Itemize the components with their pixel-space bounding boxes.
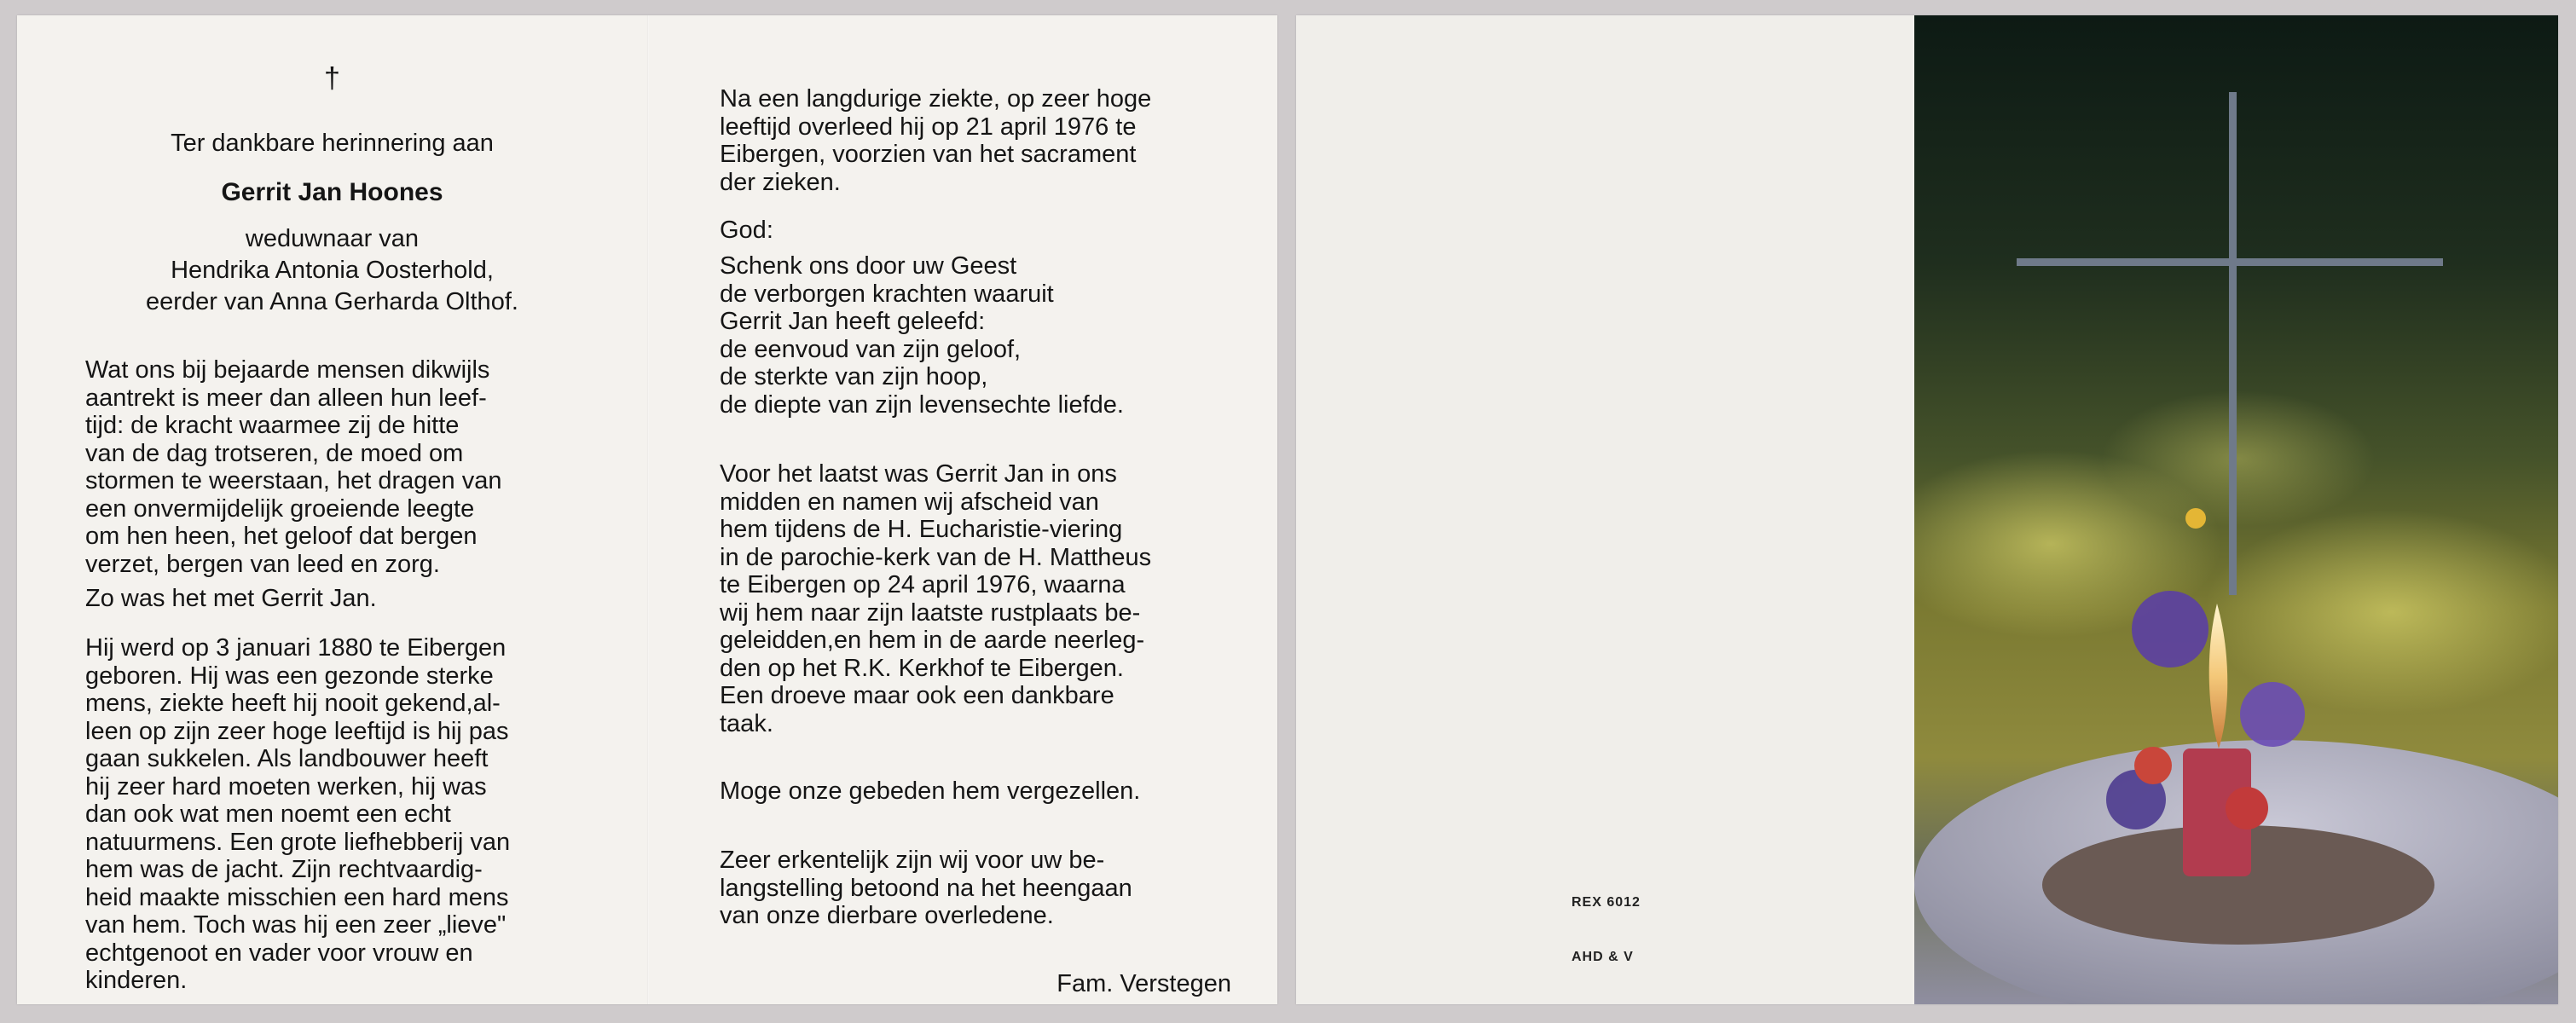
text-line: om hen heen, het geloof dat bergen <box>85 523 478 550</box>
paragraph-funeral <box>720 460 1231 737</box>
right-text-page <box>647 15 1277 1004</box>
spouse-name: Hendrika Antonia Oosterhold, <box>171 257 494 284</box>
text-line: dan ook wat men noemt een echt <box>85 800 451 828</box>
yellow-bud <box>2185 508 2206 529</box>
prayer-line: de diepte van zijn levensechte liefde. <box>720 390 1124 419</box>
text-line: tijd: de kracht waarmee zij de hitte <box>85 412 460 439</box>
cross-vertical-beam <box>2229 92 2237 595</box>
text-line: kinderen. <box>85 967 188 994</box>
text-line: Een droeve maar ook een dankbare <box>720 682 1114 709</box>
text-line: van de dag trotseren, de moed om <box>85 439 464 467</box>
text-line: Eibergen, voorzien van het sacrament <box>720 141 1137 168</box>
text-line: hem tijdens de H. Eucharistie-viering <box>720 516 1123 543</box>
text-line: hij zeer hard moeten werken, hij was <box>85 772 487 800</box>
text-line: wij hem naar zijn laatste rustplaats be- <box>720 598 1141 627</box>
back-panel <box>1296 15 1912 1004</box>
publisher-mark: AHD & V <box>1572 950 1634 964</box>
cover-photo <box>1914 15 2558 1004</box>
text-line: gaan sukkelen. Als landbouwer heeft <box>85 745 489 772</box>
text-line: aantrekt is meer dan alleen hun leef- <box>85 384 487 412</box>
text-line: in de parochie-kerk van de H. Mattheus <box>720 543 1152 571</box>
paragraph-death-notice <box>720 85 1231 196</box>
text-line: der zieken. <box>720 168 841 196</box>
prayer-line: Gerrit Jan heeft geleefd: <box>720 308 986 335</box>
text-line: heid maakte misschien een hard mens <box>85 883 509 911</box>
text-line: Voor het laatst was Gerrit Jan in ons <box>720 460 1117 488</box>
text-line: taak. <box>720 709 773 737</box>
text-line: Wat ons bij bejaarde mensen dikwijls <box>85 356 490 384</box>
cross-symbol: † <box>324 62 340 95</box>
text-line: geboren. Hij was een gezonde sterke <box>85 662 494 690</box>
outer-card-spread <box>1296 15 2558 1004</box>
prayer-address: God: <box>720 217 773 244</box>
text-line: echtgenoot en vader voor vrouw en <box>85 939 473 967</box>
text-line: Na een langdurige ziekte, op zeer hoge <box>720 85 1152 113</box>
text-line: Hij werd op 3 januari 1880 te Eibergen <box>85 634 507 662</box>
violet-flower <box>2240 682 2305 747</box>
text-line: leeftijd overleed hij op 21 april 1976 te <box>720 113 1137 141</box>
text-line: midden en namen wij afscheid van <box>720 488 1099 516</box>
left-text-page <box>17 15 647 1004</box>
paragraph-elderly <box>85 356 593 578</box>
violet-flower <box>2132 591 2208 668</box>
text-line: mens, ziekte heeft hij nooit gekend,al- <box>85 690 501 717</box>
blessing-line: Moge onze gebeden hem vergezellen. <box>720 777 1141 805</box>
text-line: van onze dierbare overledene. <box>720 902 1054 929</box>
text-line: natuurmens. Een grote liefhebberij van <box>85 828 511 856</box>
red-flower <box>2226 787 2268 829</box>
paragraph-biography <box>85 634 593 995</box>
inner-card-spread <box>17 15 1277 1004</box>
text-line: hem was de jacht. Zijn rechtvaardig- <box>85 856 483 883</box>
text-line: geleidden,en hem in de aarde neerleg- <box>720 627 1145 654</box>
red-flower <box>2134 747 2172 784</box>
dedication-line: Ter dankbare herinnering aan <box>171 130 494 157</box>
text-line: den op het R.K. Kerkhof te Eibergen. <box>720 654 1124 682</box>
text-line: te Eibergen op 24 april 1976, waarna <box>720 571 1126 598</box>
text-line: Zeer erkentelijk zijn wij voor uw be- <box>720 847 1105 874</box>
text-line: van hem. Toch was hij een zeer „lieve" <box>85 911 507 939</box>
cross-candle-photo <box>1914 15 2558 1004</box>
printer-code: REX 6012 <box>1572 895 1641 910</box>
foliage-blur <box>2102 390 2375 527</box>
text-line: een onvermijdelijk groeiende leegte <box>85 494 475 523</box>
prayer-line: de eenvoud van zijn geloof, <box>720 335 1022 363</box>
prayer-text <box>720 252 1231 419</box>
prayer-line: de verborgen krachten waaruit <box>720 280 1054 308</box>
widower-line: weduwnaar van <box>245 225 420 252</box>
prayer-line: de sterkte van zijn hoop, <box>720 363 988 390</box>
text-line: verzet, bergen van leed en zorg. <box>85 550 440 578</box>
cross-horizontal-beam <box>2017 258 2443 266</box>
text-line: langstelling betoond na het heengaan <box>720 874 1132 902</box>
paragraph-closing-line: Zo was het met Gerrit Jan. <box>85 585 377 612</box>
prayer-line: Schenk ons door uw Geest <box>720 252 1017 280</box>
family-signature: Fam. Verstegen <box>1056 970 1231 997</box>
deceased-name: Gerrit Jan Hoones <box>221 178 443 206</box>
paragraph-thanks <box>720 847 1231 930</box>
dedication-header <box>17 128 647 318</box>
text-line: leen op zijn zeer hoge leeftijd is hij pas <box>85 717 509 745</box>
text-line: stormen te weerstaan, het dragen van <box>85 467 502 494</box>
former-spouse-line: eerder van Anna Gerharda Olthof. <box>146 288 518 315</box>
